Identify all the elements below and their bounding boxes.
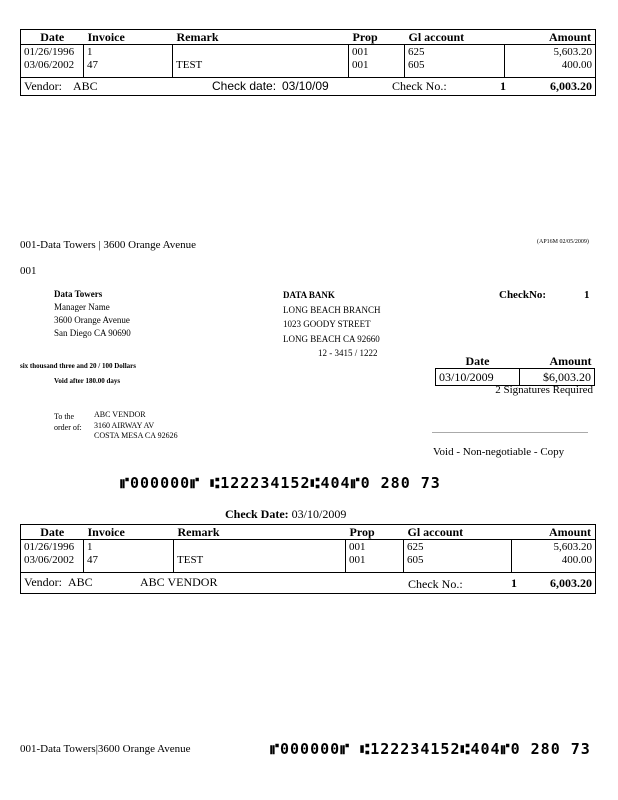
bottom-stub-footer: [21, 573, 596, 594]
col-invoice: Invoice: [84, 30, 173, 45]
top-stub-header: [21, 30, 596, 45]
bank-street: 1023 GOODY STREET: [283, 319, 371, 329]
stub-amount: 400.00: [561, 58, 592, 71]
bank-routing: 12 - 3415 / 1222: [318, 348, 378, 358]
stub-amount: 5,603.20: [553, 46, 592, 58]
stub-gl: 625: [408, 46, 425, 58]
stub-remark: [176, 46, 345, 59]
bank-city: LONG BEACH CA 92660: [283, 333, 380, 344]
payee-address: [94, 410, 178, 442]
payer-address: [54, 288, 131, 340]
col-prop: Prop: [349, 30, 405, 45]
stub-date: 03/06/2002: [24, 58, 75, 71]
stub-amount: 400.00: [561, 553, 592, 566]
check-no-label: Check No.:: [408, 577, 463, 591]
vendor-label: Vendor:: [24, 575, 62, 589]
stub-amount: 5,603.20: [553, 541, 592, 553]
col-gl-account: Gl account: [404, 525, 512, 540]
check-date-amount-table: [435, 355, 595, 386]
order-of-label: order of:: [54, 423, 82, 432]
bottom-check-date-value: 03/10/2009: [291, 507, 347, 521]
check-no-value: 1: [500, 79, 506, 93]
col-prop: Prop: [346, 525, 404, 540]
check-date: 03/10/2009: [436, 369, 520, 386]
micr-line: ⑈000000⑈ ⑆122234152⑆404⑈0 280 73: [120, 474, 441, 492]
vendor-name: ABC VENDOR: [140, 575, 218, 589]
check-amount-header: Amount: [520, 355, 595, 369]
stub-total: 6,003.20: [550, 576, 592, 590]
stub-prop: 001: [349, 553, 366, 566]
payee-street: 3160 AIRWAY AV: [94, 420, 155, 430]
stub-remark: TEST: [176, 58, 203, 71]
stub-invoice: 1: [87, 46, 93, 58]
bank-name: DATA BANK: [283, 290, 335, 300]
stub-remark: TEST: [177, 553, 204, 566]
void-note: Void - Non-negotiable - Copy: [433, 446, 565, 458]
col-remark: Remark: [173, 30, 349, 45]
check-no-label-main: CheckNo:: [499, 289, 547, 301]
top-stub-table: [20, 29, 596, 96]
vendor-code: ABC: [68, 575, 93, 589]
stub-date: 01/26/1996: [24, 541, 75, 553]
payer-manager: Manager Name: [54, 302, 110, 312]
stub-total: 6,003.20: [550, 79, 592, 93]
payer-city: San Diego CA 90690: [54, 328, 131, 338]
signatures-required: 2 Signatures Required: [495, 384, 593, 396]
stub-prop: 001: [352, 58, 369, 71]
bottom-check-date: [225, 507, 346, 522]
stub-date: 03/06/2002: [24, 553, 75, 566]
col-gl-account: Gl account: [405, 30, 505, 45]
check-date-header: Date: [436, 355, 520, 369]
check-amount: $6,003.20: [520, 369, 595, 386]
col-invoice: Invoice: [84, 525, 174, 540]
col-amount: Amount: [512, 525, 596, 540]
vendor-label: Vendor:: [24, 79, 62, 93]
payer-name: Data Towers: [54, 289, 103, 299]
stub-invoice: 47: [87, 58, 98, 71]
check-date-value: 03/10/09: [282, 79, 329, 93]
stub-gl: 605: [407, 553, 424, 566]
payee-name: ABC VENDOR: [94, 410, 146, 419]
footer-micr-line: ⑈000000⑈ ⑆122234152⑆404⑈0 280 73: [270, 740, 591, 758]
top-stub-footer: [21, 78, 596, 96]
vendor-code: ABC: [73, 79, 98, 93]
void-after: Void after 180.00 days: [54, 377, 121, 385]
stub-prop: 001: [349, 541, 366, 553]
amount-in-words: six thousand three and 20 / 100 Dollars: [20, 362, 136, 370]
prop-code: 001: [20, 265, 37, 277]
bottom-stub-table: [20, 524, 596, 594]
check-no-label: Check No.:: [392, 79, 447, 93]
footer-company-line: 001-Data Towers|3600 Orange Avenue: [20, 743, 191, 755]
bottom-check-date-label: Check Date:: [225, 507, 289, 521]
payer-street: 3600 Orange Avenue: [54, 315, 130, 325]
col-amount: Amount: [505, 30, 596, 45]
signature-line: [432, 432, 588, 433]
stub-gl: 605: [408, 58, 425, 71]
bottom-stub-body: [21, 540, 596, 573]
col-date: Date: [21, 525, 84, 540]
check-date-label: Check date:: [212, 79, 277, 93]
stub-invoice: 1: [87, 541, 93, 553]
stub-gl: 625: [407, 541, 424, 553]
col-remark: Remark: [174, 525, 346, 540]
company-line: 001-Data Towers | 3600 Orange Avenue: [20, 239, 197, 251]
check-no-main: 1: [584, 289, 590, 301]
form-code: (AP16M 02/05/2009): [537, 239, 589, 245]
bottom-stub-header: [21, 525, 596, 540]
to-the-label: To the: [54, 412, 75, 421]
payee-city: COSTA MESA CA 92626: [94, 431, 178, 440]
col-date: Date: [21, 30, 84, 45]
stub-prop: 001: [352, 46, 369, 58]
to-the-order-of: [54, 411, 82, 433]
check-no-value: 1: [511, 576, 517, 590]
top-stub-body: [21, 45, 596, 78]
stub-remark: [177, 541, 342, 554]
stub-invoice: 47: [87, 553, 98, 566]
bank-address: [283, 288, 381, 361]
bank-branch: LONG BEACH BRANCH: [283, 304, 381, 315]
stub-date: 01/26/1996: [24, 46, 75, 58]
